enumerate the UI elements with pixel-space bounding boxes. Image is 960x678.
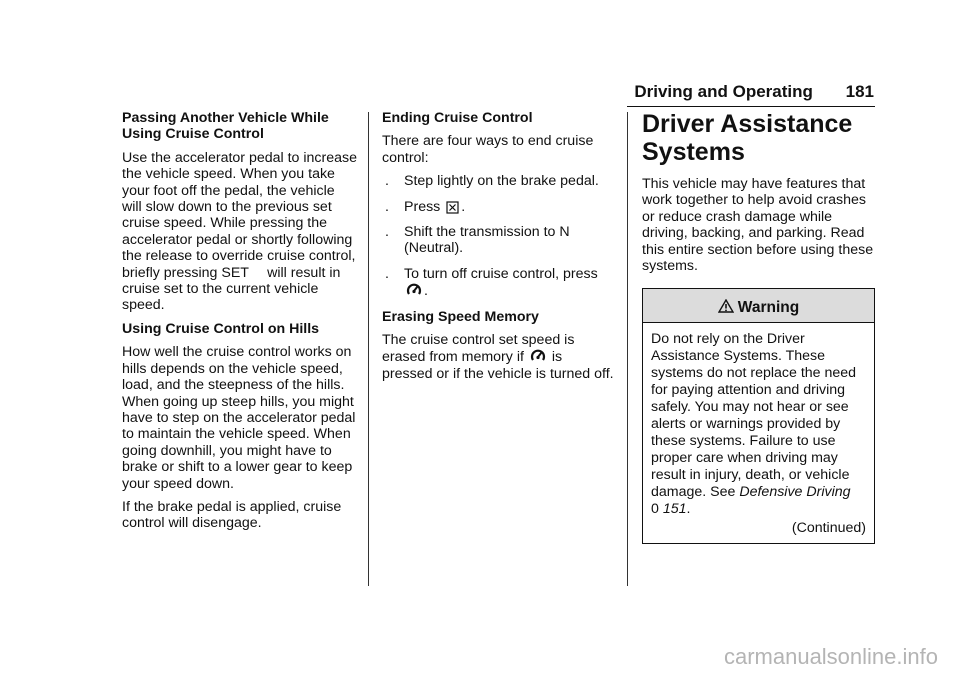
continued-label: (Continued): [791, 519, 866, 536]
column-divider-1: [368, 112, 369, 586]
warning-text: Do not rely on the Driver Assistance Systems. These systems do not replace the need for paying attention and driving safely. You may not hear or see alerts or warnings provided by these systems. Failure to use proper care when driving may result in injury, death, or vehicle damage. See: [651, 330, 857, 500]
column-divider-2: [627, 112, 628, 586]
heading-ending: Ending Cruise Control: [382, 110, 533, 126]
bullet-text-end: .: [424, 283, 428, 300]
list-item: [382, 266, 614, 300]
list-item: [382, 173, 614, 189]
heading-passing: Passing Another Vehicle While Using Cruise Control: [122, 110, 329, 143]
page-reference-icon: 0: [651, 500, 659, 517]
bullet-mark: .: [385, 198, 389, 215]
heading-hills: Using Cruise Control on Hills: [122, 320, 320, 337]
paragraph-intro: This vehicle may have features that work together to help avoid crashes or reduce crash damage while driving, backing, and parking. Read this entire section before using these systems.: [642, 176, 874, 275]
header-rule: [627, 106, 875, 107]
bullet-text: Shift the transmission to N (Neutral).: [404, 224, 570, 257]
column-1: [122, 110, 358, 539]
paragraph-hills: How well the cruise control works on hills depends on the vehicle speed, load, and the steepness of the hills. When going up steep hills, you might have to step on the accelerator pedal to maintain the vehicle speed. When going downhill, you might have to brake or shift to a lower gear to keep your speed down.: [122, 344, 356, 492]
section-heading: Driver Assistance Systems: [642, 110, 853, 166]
list-item: [382, 199, 614, 215]
page-number: 181: [845, 82, 874, 101]
paragraph-ending: There are four ways to end cruise control:: [382, 133, 594, 166]
paragraph-passing: Use the accelerator pedal to increase the vehicle speed. When you take your foot off the pedal, the vehicle will slow down to the previous set cruise speed. While pressing the accelerator pedal or shortly following the release to override cruise control, briefly pressing SET will result in cruise set to the current vehicle speed.: [122, 149, 358, 314]
bullet-text: Press: [404, 198, 441, 215]
warning-title: Warning: [737, 299, 800, 317]
column-3: [642, 110, 875, 544]
watermark: carmanualsonline.info: [723, 644, 938, 669]
bullet-text-end: .: [461, 198, 466, 215]
section-title: Driving and Operating: [634, 82, 813, 101]
cancel-icon: [446, 201, 459, 214]
warning-header: [643, 289, 874, 322]
bullet-mark: .: [385, 224, 389, 241]
cruise-control-icon: [406, 282, 422, 298]
warning-reference: Defensive Driving: [739, 483, 851, 500]
column-2: [382, 110, 614, 389]
list-item: [382, 224, 614, 257]
heading-erasing: Erasing Speed Memory: [382, 308, 539, 325]
page-header: [634, 82, 874, 102]
bullet-text: Step lightly on the brake pedal.: [404, 173, 599, 190]
erasing-text-end: is pressed or if the vehicle is turned off.: [382, 349, 614, 382]
bullet-mark: .: [385, 265, 389, 282]
warning-body: Do not rely on the Driver Assistance Systems. These systems do not replace the need for paying attention and driving safely. You may not hear or see alerts or warnings provided by these systems. Failure to use proper care when driving may result in injury, death, or vehicle damage. See Defensive Driving 0 151. (Continued): [651, 330, 866, 536]
erasing-text-start: The cruise control set speed is erased from memory if: [382, 332, 575, 366]
bullet-text: To turn off cruise control, press: [404, 265, 598, 282]
warning-box: [642, 288, 875, 543]
paragraph-brake: If the brake pedal is applied, cruise control will disengage.: [122, 498, 342, 532]
cruise-control-icon: [530, 348, 546, 364]
paragraph-erasing: [382, 332, 614, 382]
warning-triangle-icon: [718, 299, 734, 313]
warning-page-link[interactable]: 151: [662, 500, 687, 517]
bullet-mark: .: [385, 173, 389, 190]
